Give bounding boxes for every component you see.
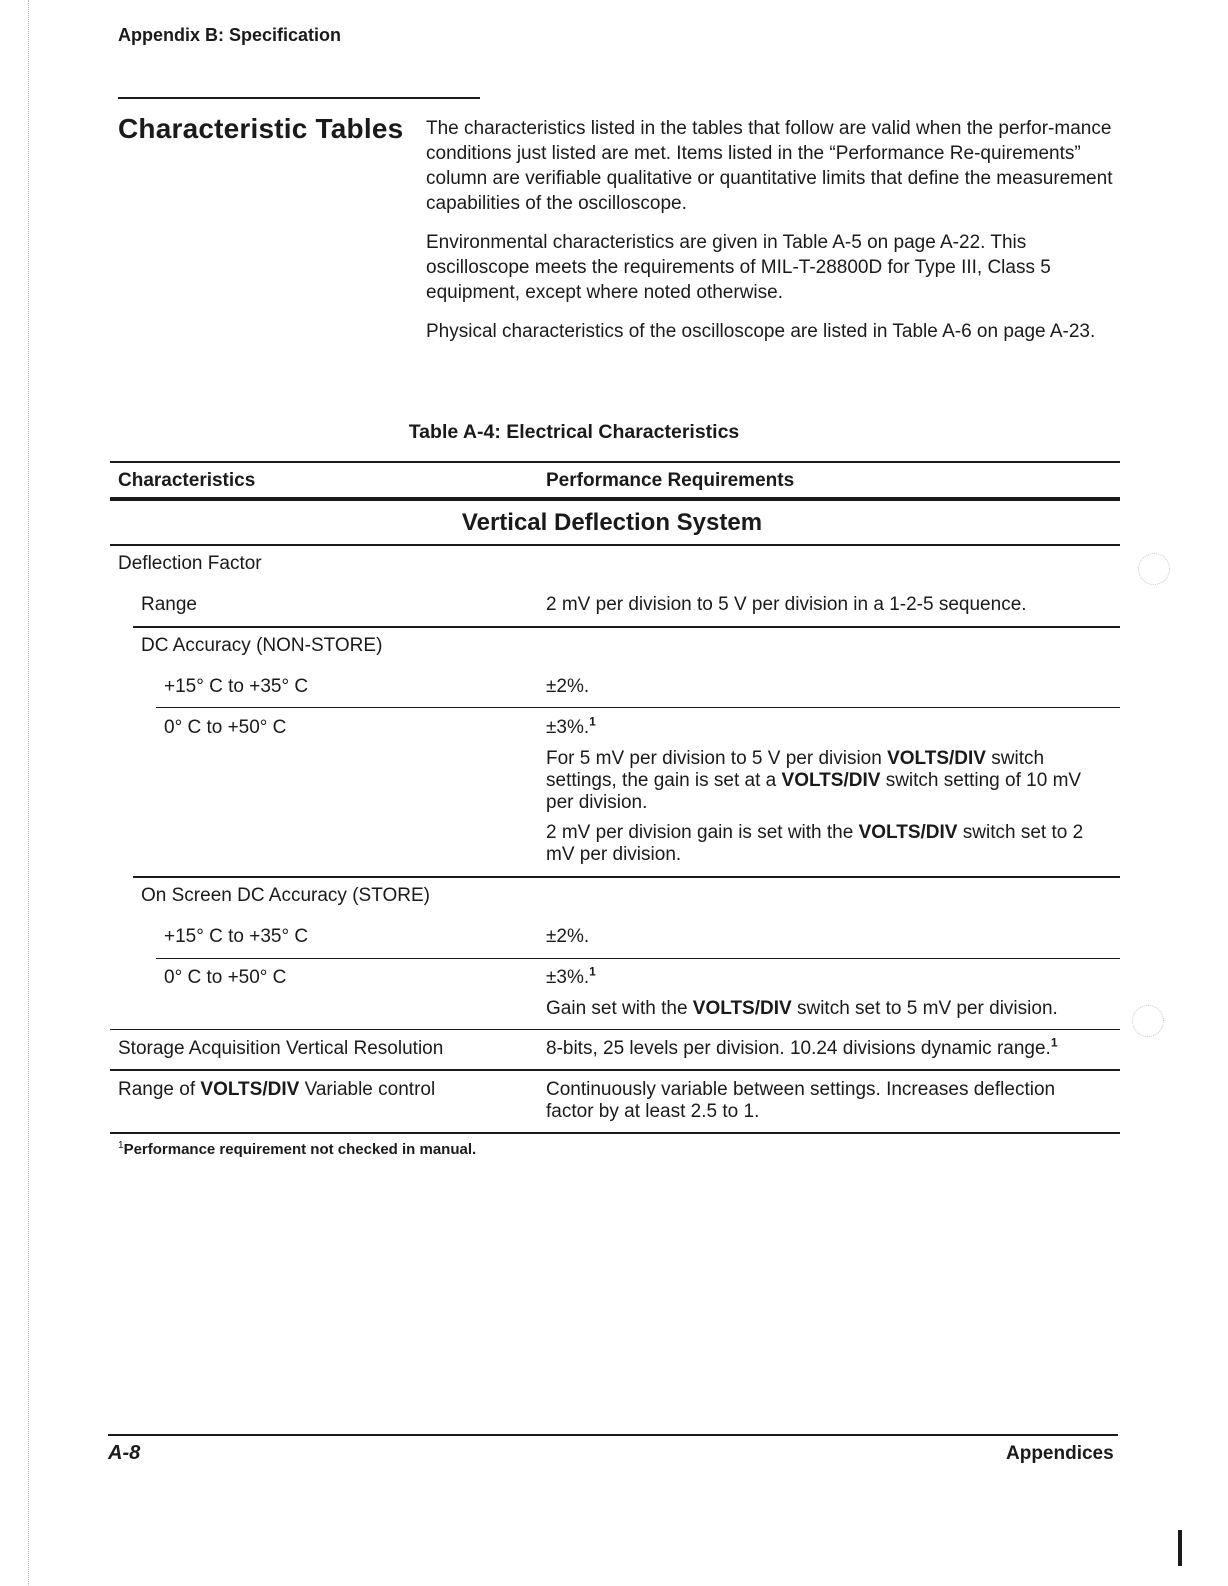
row-rule [156, 958, 1120, 959]
intro-paragraph: Physical characteristics of the oscilloscope are listed in Table A-6 on page A-23. [426, 321, 1096, 342]
table-cell: +15° C to +35° C [164, 676, 309, 697]
table-cell [546, 714, 1106, 739]
table-cell: Gain set with the VOLTS/DIV switch set to 5 mV per division. [546, 998, 1058, 1019]
section-title: Characteristic Tables [118, 113, 404, 144]
value-text: 8-bits, 25 levels per division. 10.24 divisions dynamic range. [546, 1038, 1051, 1059]
table-cell: ±2%. [546, 926, 590, 947]
table-footnote [118, 1141, 476, 1158]
col-header-characteristics: Characteristics [118, 470, 256, 491]
intro-paragraph: The characteristics listed in the tables that follow are valid when the perfor-mance conditions just listed are met. Items listed in the “Performance Re-quirements” column are verifiable qualitative or quantitative limits that define the measurement capabilities of the oscilloscope. [426, 118, 1113, 214]
table-cell: Continuously variable between settings. Increases deflection factor by at least 2.5 to 1. [546, 1079, 1056, 1122]
table-cell [546, 1035, 1106, 1060]
table-cell [546, 964, 1106, 989]
value-text: ±3%. [546, 967, 590, 988]
crop-mark [1178, 1530, 1182, 1566]
table-cell: 2 mV per division to 5 V per division in a 1-2-5 sequence. [546, 594, 1027, 615]
footnote-marker: 1 [1050, 1035, 1058, 1050]
col-header-performance: Performance Requirements [546, 470, 795, 491]
page-edge [28, 0, 29, 1586]
table-cell: On Screen DC Accuracy (STORE) [141, 885, 430, 906]
table-cell: Range of VOLTS/DIV Variable control [118, 1079, 436, 1100]
page-number: A-8 [108, 1442, 141, 1464]
table-bottom-rule [110, 1132, 1120, 1134]
binder-hole [1132, 1005, 1164, 1037]
table-cell: Storage Acquisition Vertical Resolution [118, 1038, 444, 1059]
value-text: ±3%. [546, 717, 590, 738]
intro-text [426, 116, 1116, 358]
header-bottom-rule [110, 497, 1120, 501]
footer-rule [108, 1434, 1118, 1436]
section-rule [118, 97, 480, 99]
row-rule [156, 707, 1120, 708]
footnote-marker: 1 [118, 1140, 124, 1151]
running-header: Appendix B: Specification [118, 25, 342, 45]
binder-hole [1138, 553, 1170, 585]
row-rule [110, 1029, 1120, 1030]
table-caption-text: Table A-4: Electrical Characteristics [408, 421, 740, 443]
row-rule [110, 1069, 1120, 1071]
intro-paragraph: Environmental characteristics are given in Table A-5 on page A-22. This oscilloscope meets the requirements of MIL-T-28800D for Type III, Class 5 equipment, except where noted otherwise. [426, 232, 1051, 303]
table-cell: For 5 mV per division to 5 V per division VOLTS/DIV switch settings, the gain is set at a VOLTS/DIV switch setting of 10 mV per division. [546, 748, 1082, 813]
table-caption [0, 421, 1228, 444]
table-cell: 0° C to +50° C [164, 967, 287, 988]
footnote-marker: 1 [589, 964, 596, 979]
system-bottom-rule [110, 544, 1120, 546]
table-top-rule [110, 461, 1120, 463]
footer-section: Appendices [1006, 1443, 1114, 1464]
system-heading [0, 509, 1228, 537]
table-cell: +15° C to +35° C [164, 926, 309, 947]
row-rule [133, 876, 1120, 878]
table-cell: ±2%. [546, 676, 590, 697]
table-cell: Deflection Factor [118, 553, 262, 574]
footnote-text: Performance requirement not checked in manual. [123, 1141, 477, 1158]
footnote-marker: 1 [589, 714, 596, 729]
table-cell: Range [141, 594, 197, 615]
table-cell: DC Accuracy (NON-STORE) [141, 635, 383, 656]
system-heading-text: Vertical Deflection System [461, 509, 763, 536]
table-cell: 2 mV per division gain is set with the VOLTS/DIV switch set to 2 mV per division. [546, 822, 1084, 865]
row-rule [133, 626, 1120, 628]
table-cell: 0° C to +50° C [164, 717, 287, 738]
